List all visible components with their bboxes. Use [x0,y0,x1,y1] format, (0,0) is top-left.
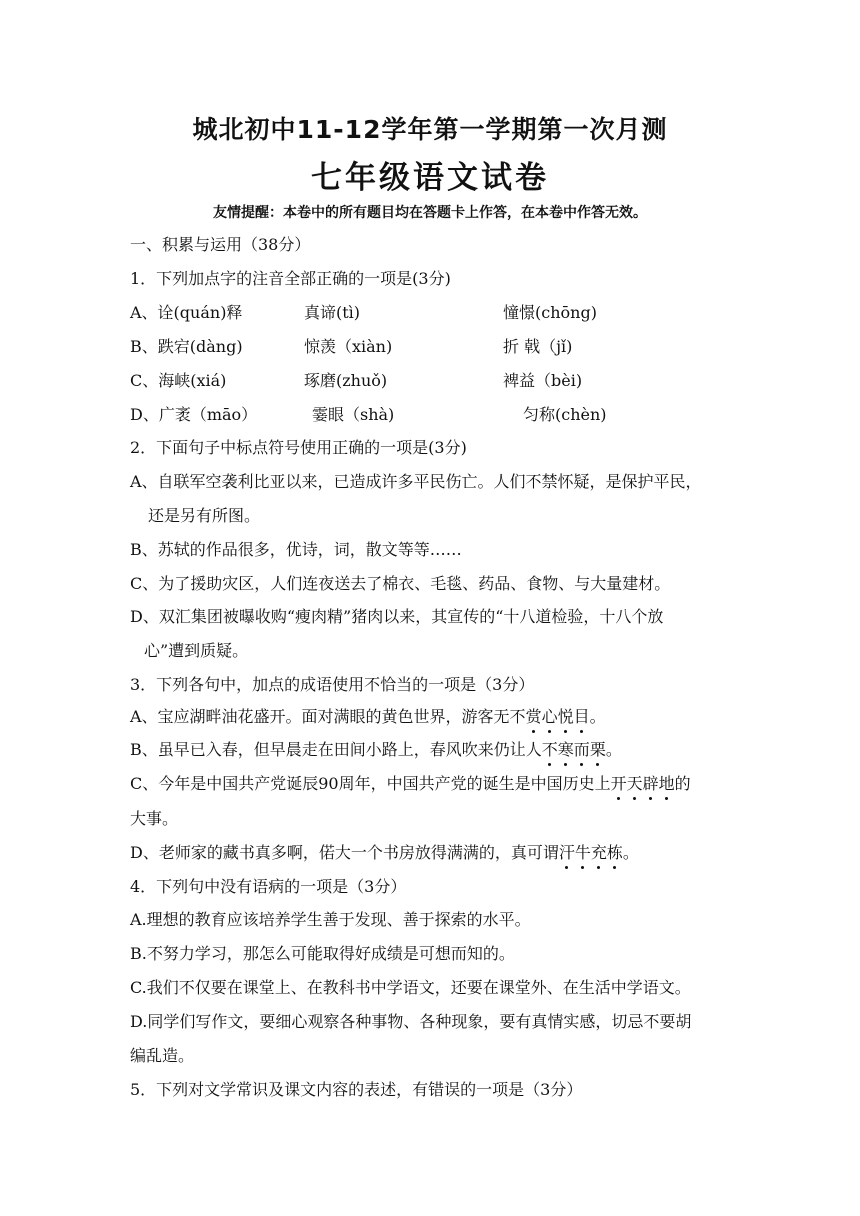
q3-option-c [130,773,691,795]
dotted-idiom [526,707,590,726]
exam-title: 城北初中11-12学年第一学期第一次月测 [192,115,668,144]
q2-option-c: C、为了援助灾区，人们连夜送去了棉衣、毛毯、药品、食物、与大量建材。 [130,574,671,593]
dotted-char: 心 [541,707,558,726]
exam-notice: 友情提醒：本卷中的所有题目均在答题卡上作答，在本卷中作答无效。 [213,205,647,221]
q1-option-b-2: 惊羡（xiàn) [304,337,393,356]
q1-option-a-1: A、诠(quán)释 [130,303,243,322]
q2-option-a-line1: A、自联军空袭利比亚以来，已造成许多平民伤亡。人们不禁怀疑，是保护平民， [130,472,702,491]
q3-option-c-end: 的 [674,774,691,793]
q4-option-c: C.我们不仅要在课堂上、在教科书中学语文，还要在课堂外、在生活中学语文。 [130,978,691,997]
q1-stem: 1．下列加点字的注音全部正确的一项是(3分) [130,269,451,288]
q1-option-d-1: D、广袤（māo） [130,405,258,424]
q4-stem: 4．下列句中没有语病的一项是（3分） [130,877,407,896]
q5-stem: 5．下列对文学常识及课文内容的表述，有错误的一项是（3分） [130,1080,583,1099]
q2-option-d-line1: D、双汇集团被曝收购“瘦肉精”猪肉以来，其宣传的“十八道检验，十八个放 [130,607,664,626]
q1-option-a-2: 真谛(tì) [304,303,361,322]
dotted-char: 汗 [558,843,575,862]
q3-option-d-text: D、老师家的藏书真多啊，偌大一个书房放得满满的，真可谓 [130,843,559,862]
q3-option-d-end: 。 [622,843,639,862]
section-heading: 一、积累与运用（38分） [130,235,311,254]
q1-option-d-3: 匀称(chèn) [523,405,607,424]
q4-option-d-line2: 编乱造。 [130,1046,195,1065]
dotted-char: 开 [610,774,627,793]
dotted-char: 寒 [557,740,574,759]
dotted-char: 栋 [606,843,623,862]
q2-option-d-line2: 心”遭到质疑。 [144,641,249,660]
dotted-char: 充 [590,843,607,862]
dotted-idiom [559,843,623,862]
dotted-char: 不 [541,740,558,759]
dotted-idiom [542,740,606,759]
q1-option-b-3: 折 戟（jǐ) [503,337,573,356]
q4-option-a: A.理想的教育应该培养学生善于发现、善于探索的水平。 [130,910,531,929]
q2-option-b: B、苏轼的作品很多，优诗，词，散文等等…… [130,540,462,559]
q4-option-d-line1: D.同学们写作文，要细心观察各种事物、各种现象，要有真情实感，切忌不要胡 [130,1012,692,1031]
q3-stem: 3．下列各句中，加点的成语使用不恰当的一项是（3分） [130,675,535,694]
q3-option-a [130,706,606,728]
dotted-char: 地 [658,774,675,793]
dotted-char: 栗 [589,740,606,759]
q3-option-c-text: C、今年是中国共产党诞辰90周年，中国共产党的诞生是中国历史上 [130,774,611,793]
dotted-char: 辟 [642,774,659,793]
q3-option-a-end: 。 [589,707,606,726]
q3-option-b [130,739,622,761]
dotted-char: 悦 [557,707,574,726]
q1-option-c-3: 裨益（bèi) [503,371,583,390]
q3-option-d [130,842,639,864]
q3-option-a-text: A、宝应湖畔油花盛开。面对满眼的黄色世界，游客无不 [130,707,526,726]
q1-option-a-3: 憧憬(chōng) [503,303,597,322]
q3-option-b-end: 。 [605,740,622,759]
q1-option-c-2: 琢磨(zhuǒ) [304,371,388,390]
q4-option-b: B.不努力学习，那怎么可能取得好成绩是可想而知的。 [130,944,515,963]
dotted-char: 赏 [525,707,542,726]
exam-subtitle: 七年级语文试卷 [311,160,549,196]
dotted-char: 天 [626,774,643,793]
dotted-char: 目 [573,707,590,726]
q1-option-d-2: 霎眼（shà) [312,405,395,424]
dotted-char: 而 [573,740,590,759]
q1-option-c-1: C、海峡(xiá) [130,371,227,390]
q3-option-c-line2: 大事。 [130,809,179,828]
q2-stem: 2．下面句子中标点符号使用正确的一项是(3分) [130,438,467,457]
q3-option-b-text: B、虽早已入春，但早晨走在田间小路上，春风吹来仍让人 [130,740,542,759]
dotted-char: 牛 [574,843,591,862]
dotted-idiom [611,774,675,793]
q2-option-a-line2: 还是另有所图。 [148,506,261,525]
q1-option-b-1: B、跌宕(dàng) [130,337,243,356]
